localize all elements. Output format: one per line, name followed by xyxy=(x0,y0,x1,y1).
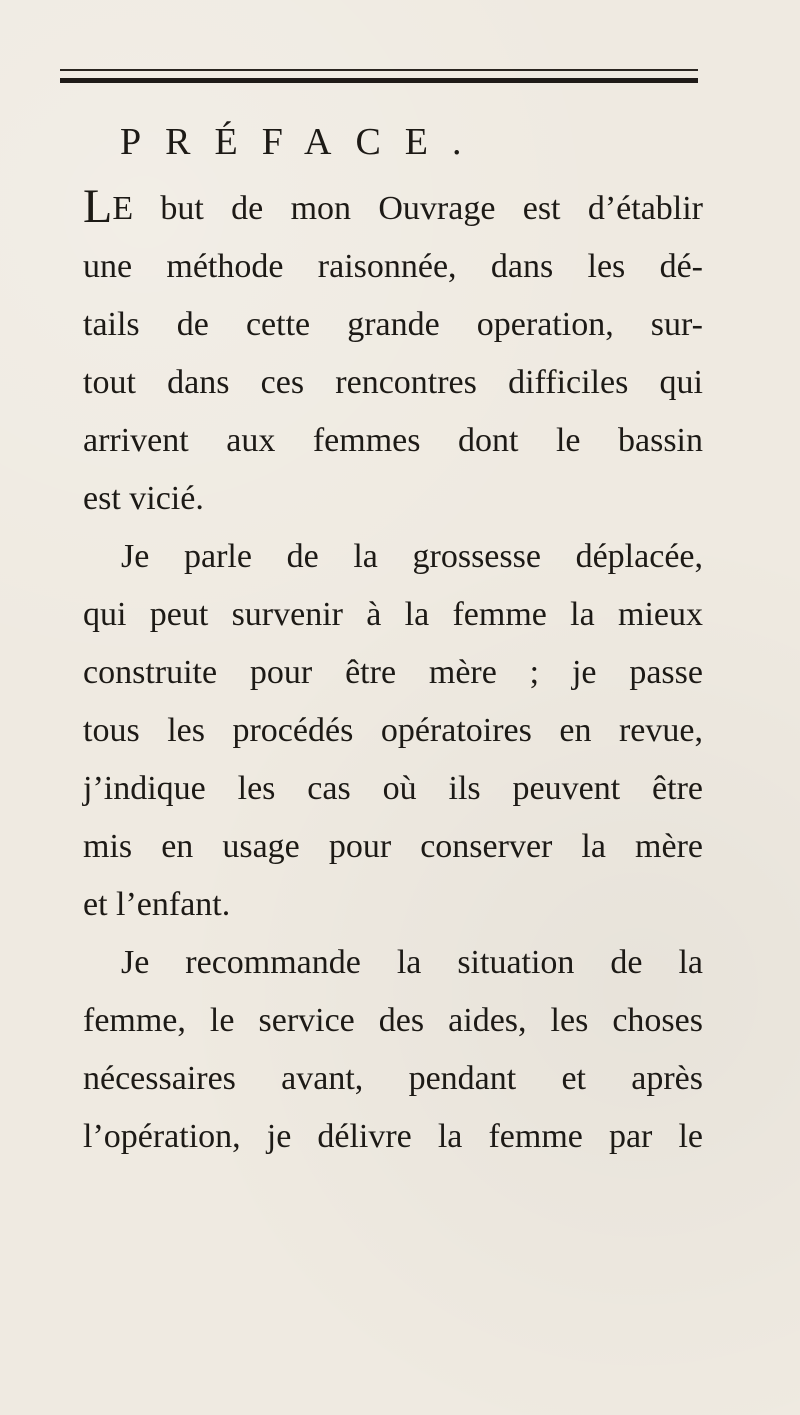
paragraph-1 xyxy=(83,180,703,528)
paragraph-2-line-1: Je parle de la grossesse déplacée, xyxy=(121,538,703,575)
bottom-rule xyxy=(60,78,698,83)
paragraph-2-line-6: mis en usage pour conserver la mère xyxy=(83,828,703,865)
paragraph-2-line-4: tous les procédés opératoires en revue, xyxy=(83,712,703,749)
paragraph-2-line-7: et l’enfant. xyxy=(83,886,231,923)
paragraph-3-line-4: l’opération, je délivre la femme par le xyxy=(83,1118,703,1155)
paragraph-1-line-1 xyxy=(83,180,703,238)
paragraph-1-line-3: tails de cette grande operation, sur- xyxy=(83,306,703,343)
paragraph-3 xyxy=(83,934,703,1166)
drop-cap: L xyxy=(83,180,113,233)
body-text xyxy=(83,180,703,1166)
paragraph-2-line-5: j’indique les cas où ils peuvent être xyxy=(83,770,703,807)
paragraph-2-line-2: qui peut survenir à la femme la mieux xyxy=(83,596,703,633)
paragraph-1-line-4: tout dans ces rencontres difficiles qui xyxy=(83,364,703,401)
paragraph-2 xyxy=(83,528,703,934)
paragraph-3-line-1: Je recommande la situation de la xyxy=(121,944,703,981)
paragraph-3-line-2: femme, le service des aides, les choses xyxy=(83,1002,703,1039)
top-rule xyxy=(60,69,698,71)
paragraph-3-line-3: nécessaires avant, pendant et après xyxy=(83,1060,703,1097)
paragraph-1-line-5: arrivent aux femmes dont le bassin xyxy=(83,422,703,459)
paragraph-2-line-3: construite pour être mère ; je passe xyxy=(83,654,703,691)
page-title: PRÉFACE. xyxy=(120,121,486,163)
paragraph-1-line-1-text: E but de mon Ouvrage est d’établir xyxy=(112,190,703,227)
paragraph-1-line-6: est vicié. xyxy=(83,480,204,517)
paragraph-1-line-2: une méthode raisonnée, dans les dé- xyxy=(83,248,703,285)
